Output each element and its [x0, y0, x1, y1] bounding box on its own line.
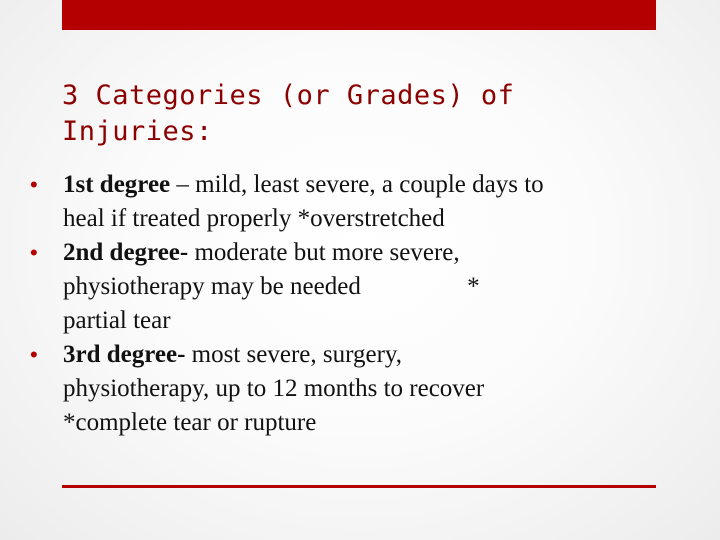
slide-title-line-1: 3 Categories (or Grades) of: [62, 80, 515, 111]
bottom-accent-line: [62, 485, 656, 488]
degree-label: 1st degree: [63, 171, 171, 198]
bullet-item-2nd-degree: [30, 236, 690, 338]
bullet-text: heal if treated properly *overstretched: [63, 205, 445, 232]
bullet-icon: •: [30, 172, 38, 197]
bullet-list: [30, 168, 690, 440]
bullet-icon: •: [30, 240, 38, 265]
bullet-text: physiotherapy, up to 12 months to recover: [63, 375, 485, 402]
bullet-text: partial tear: [63, 307, 171, 334]
degree-label: 3rd degree-: [63, 341, 186, 368]
bullet-text: – mild, least severe, a couple days to: [170, 171, 544, 198]
bullet-item-1st-degree: [30, 168, 690, 236]
bullet-icon: •: [30, 342, 38, 367]
bullet-text: moderate but more severe,: [188, 239, 460, 266]
bullet-text: most severe, surgery,: [185, 341, 403, 368]
degree-label: 2nd degree-: [63, 239, 189, 266]
bullet-text: *complete tear or rupture: [63, 409, 317, 436]
bullet-item-3rd-degree: [30, 338, 690, 440]
top-accent-bar: [62, 0, 656, 30]
slide-title: [62, 78, 522, 150]
bullet-text: physiotherapy may be needed *: [63, 273, 480, 300]
slide-title-line-2: Injuries:: [62, 116, 213, 147]
